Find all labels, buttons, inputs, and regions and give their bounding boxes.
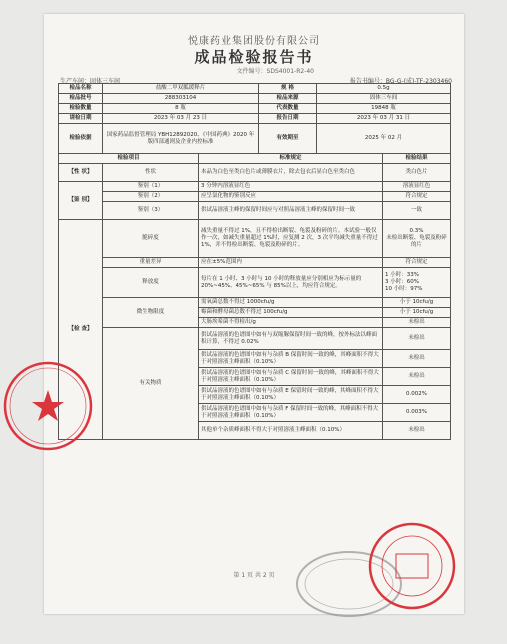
yg3-standard: 供试品溶液的色谱图中如有与杂质 C 保留时间一致的峰，其峰面积不得大于对照溶液主峰面积（0.10%） <box>199 368 383 386</box>
yg3-result: 未检出 <box>383 368 451 386</box>
report-title: 成品检验报告书 <box>194 48 314 66</box>
ws-standard-1: 需氧菌总数不得过 1000cfu/g <box>199 298 383 308</box>
yg6-standard: 其他单个杂质峰面积不得大于对照溶液主峰面积（0.10%） <box>199 422 383 440</box>
basis-label: 检验依据 <box>59 124 103 154</box>
section-jiancha: 【检 查】 <box>59 220 103 440</box>
req-date-value: 2023 年 03 月 23 日 <box>103 114 259 124</box>
expiry-label: 有效期至 <box>259 124 317 154</box>
spec-value: 0.5g <box>317 84 451 94</box>
section-xingzhuang: 【性 状】 <box>59 164 103 182</box>
zl-item: 重量差异 <box>103 258 199 268</box>
company-seal-stamp <box>2 360 94 452</box>
qty-label: 检验数量 <box>59 104 103 114</box>
spec-label: 规 格 <box>259 84 317 94</box>
yg1-standard: 供试品溶液的色谱图中如有与双缩脲保留时间一致的峰，按外标法以峰面积计算，不得过 0.02% <box>199 328 383 350</box>
xingzhuang-result: 类白色片 <box>383 164 451 182</box>
star-icon <box>32 390 64 421</box>
zl-standard: 应在±5%范围内 <box>199 258 383 268</box>
col-result: 检验结果 <box>383 154 451 164</box>
sf-standard: 每片在 1 小时、3 小时与 10 小时的释放量应分别相应为标示量的 20%~45%、45%~65% 与 85%以上，均应符合规定。 <box>199 268 383 298</box>
ws-result-1: 小于 10cfu/g <box>383 298 451 308</box>
ws-result-3: 未检出 <box>383 318 451 328</box>
jb2-result: 符合规定 <box>383 192 451 202</box>
jb3-result: 一致 <box>383 202 451 220</box>
yg4-standard: 供试品溶液的色谱图中如有与杂质 E 保留时间一致的峰，其峰面积不得大于对照溶液主峰面积（0.10%） <box>199 386 383 404</box>
expiry-value: 2025 年 02 月 <box>317 124 451 154</box>
company-name: 悦康药业集团股份有限公司 <box>188 36 320 47</box>
xingzhuang-item: 性状 <box>103 164 199 182</box>
batch-label: 检品批号 <box>59 94 103 104</box>
page-footer: 第 1 页 共 2 页 <box>233 572 275 579</box>
cui-result: 0.3% 未检出断裂、龟裂及粉碎的片 <box>383 220 451 258</box>
rep-qty-label: 代表数量 <box>259 104 317 114</box>
yg1-result: 未检出 <box>383 328 451 350</box>
ws-standard-3: 大肠埃希菌不得检出/g <box>199 318 383 328</box>
zl-result: 符合规定 <box>383 258 451 268</box>
workshop-label: 生产车间： <box>60 78 91 85</box>
product-name: 盐酸二甲双胍缓释片 <box>103 84 259 94</box>
section-jianbie: 【鉴 别】 <box>59 182 103 220</box>
yg-item: 有关物质 <box>103 328 199 440</box>
doc-number: 文件编号：SDS4001-R2-40 <box>236 68 314 75</box>
report-seal-stamp <box>366 520 458 612</box>
qty-value: 8 瓶 <box>103 104 259 114</box>
jb3-standard: 供试品溶液主峰的保留时间应与对照品溶液主峰的保留时间一致 <box>199 202 383 220</box>
rep-qty-value: 19848 瓶 <box>317 104 451 114</box>
batch-value: 288303104 <box>103 94 259 104</box>
cui-item: 脆碎度 <box>103 220 199 258</box>
ws-standard-2: 霉菌和酵母菌总数不得过 100cfu/g <box>199 308 383 318</box>
jb1-standard: 3 分钟内溶液显红色 <box>199 182 383 192</box>
yg4-result: 0.002% <box>383 386 451 404</box>
sf-result-1h: 1 小时：33% <box>385 272 419 278</box>
report-number: 报告书编号：BG-G-(成)-TF-2303460 <box>349 78 452 85</box>
jb2-item: 鉴别（2） <box>103 192 199 202</box>
col-item: 检验项目 <box>59 154 199 164</box>
col-standard: 标准规定 <box>199 154 383 164</box>
yg6-result: 未检出 <box>383 422 451 440</box>
source-label: 检品来源 <box>259 94 317 104</box>
source-value: 固体三车间 <box>317 94 451 104</box>
req-date-label: 请检日期 <box>59 114 103 124</box>
product-name-label: 检品名称 <box>59 84 103 94</box>
yg5-standard: 供试品溶液的色谱图中如有与杂质 F 保留时间一致的峰，其峰面积不得大于对照溶液主峰面积（0.10%） <box>199 404 383 422</box>
ws-result-2: 小于 10cfu/g <box>383 308 451 318</box>
report-table <box>58 83 451 440</box>
yg2-standard: 供试品溶液的色谱图中如有与杂质 B 保留时间一致的峰，其峰面积不得大于对照溶液主峰面积（0.10%） <box>199 350 383 368</box>
jb2-standard: 应呈氯化物的鉴别反应 <box>199 192 383 202</box>
sf-item: 释放度 <box>103 268 199 298</box>
workshop-value: 固体三车间 <box>90 78 121 85</box>
xingzhuang-standard: 本品为白色至类白色片或薄膜衣片，除去包衣后显白色至类白色 <box>199 164 383 182</box>
sf-result-10h: 10 小时：97% <box>385 286 423 292</box>
sf-result-3h: 3 小时：60% <box>385 279 419 285</box>
jb1-result: 溶液显红色 <box>383 182 451 192</box>
ws-item: 微生物限度 <box>103 298 199 328</box>
yg2-result: 未检出 <box>383 350 451 368</box>
sf-result <box>383 268 451 298</box>
report-date-value: 2023 年 03 月 31 日 <box>317 114 451 124</box>
report-date-label: 报告日期 <box>259 114 317 124</box>
yg5-result: 0.003% <box>383 404 451 422</box>
basis-value: 国家药品监督管理局 YBH12892020、《中国药典》2020 年版四部通则及企业内控标准 <box>103 124 259 154</box>
jb3-item: 鉴别（3） <box>103 202 199 220</box>
cui-standard: 减失重量不得过 1%，且不得检出断裂、龟裂及粉碎的片。本试验一般仅作一次，如减失重量超过 1%时，应复测 2 次，3 次平均减失重量不得过 1%，并不得检出断裂、龟裂及粉碎的片。 <box>199 220 383 258</box>
jb1-item: 鉴别（1） <box>103 182 199 192</box>
